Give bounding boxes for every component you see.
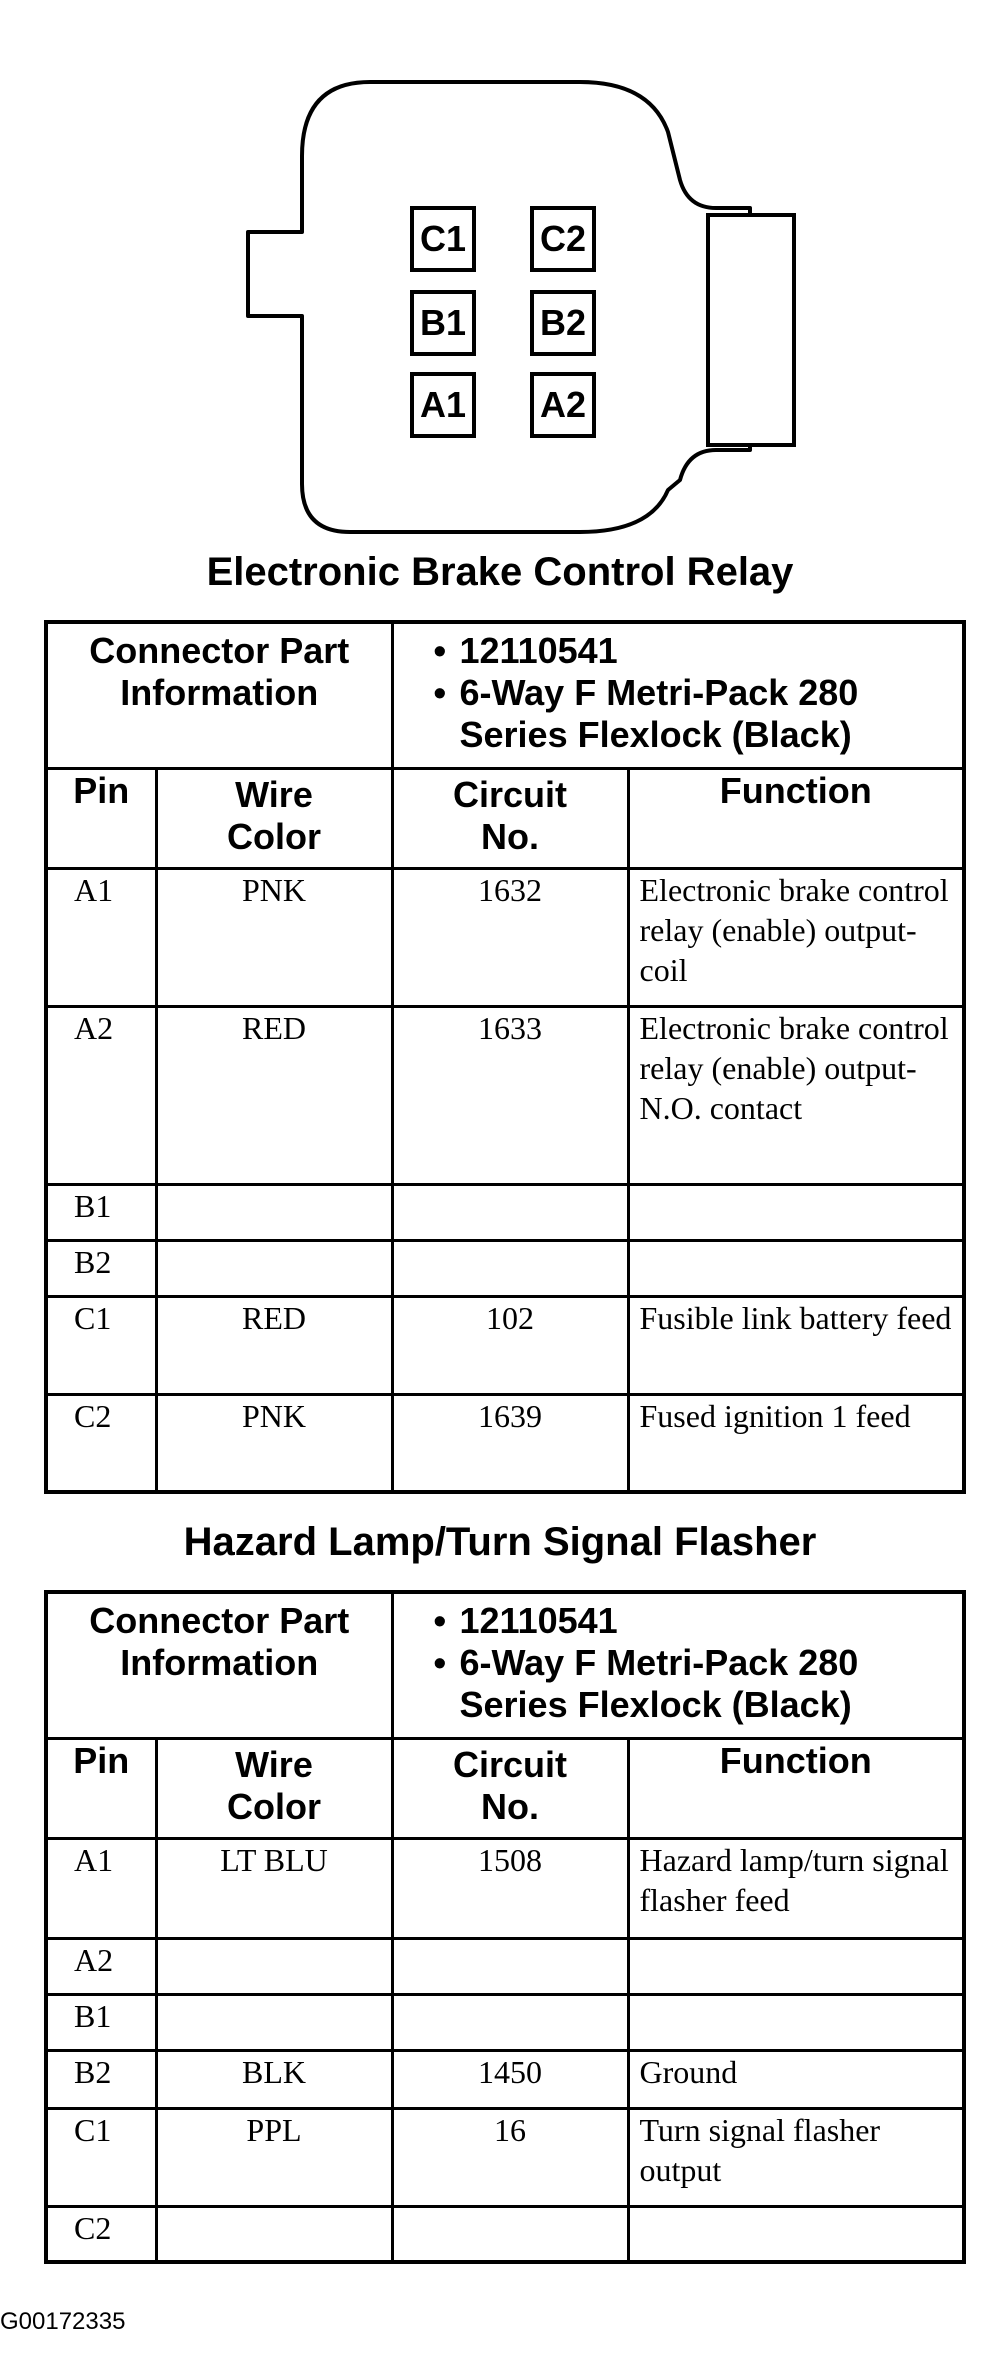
cell-circuit-no: 1639 (392, 1394, 628, 1492)
cell-wire-color: RED (156, 1296, 392, 1394)
cell-function (628, 1184, 964, 1240)
cell-circuit-no: 1450 (392, 2050, 628, 2108)
connector-info-details (392, 1592, 964, 1738)
connector-info-details (392, 622, 964, 768)
cell-circuit-no (392, 1240, 628, 1296)
header-function: Function (628, 1738, 964, 1838)
column-header-row (46, 768, 964, 868)
table-row (46, 2206, 964, 2262)
cell-function: Electronic brake control relay (enable) output-coil (628, 868, 964, 1006)
cell-pin: B2 (46, 2050, 156, 2108)
cell-pin: C2 (46, 2206, 156, 2262)
cell-function (628, 1938, 964, 1994)
cell-pin: C1 (46, 2108, 156, 2206)
connector-description: • 6-Way F Metri-Pack 280 Series Flexlock (Black) (434, 1642, 963, 1726)
cell-wire-color: PNK (156, 1394, 392, 1492)
connector-pin-b1: B1 (410, 290, 476, 356)
cell-pin: B2 (46, 1240, 156, 1296)
cell-pin: C1 (46, 1296, 156, 1394)
cell-wire-color (156, 1938, 392, 1994)
cell-wire-color: PPL (156, 2108, 392, 2206)
connector-face-diagram (230, 70, 810, 540)
cell-function (628, 2206, 964, 2262)
cell-pin: A1 (46, 868, 156, 1006)
table-row (46, 1838, 964, 1938)
cell-function: Turn signal flasher output (628, 2108, 964, 2206)
cell-function: Hazard lamp/turn signal flasher feed (628, 1838, 964, 1938)
connector-pin-c2: C2 (530, 206, 596, 272)
part-number: • 12110541 (434, 1600, 963, 1642)
cell-function: Electronic brake control relay (enable) output-N.O. contact (628, 1006, 964, 1184)
cell-pin: A1 (46, 1838, 156, 1938)
cell-pin: C2 (46, 1394, 156, 1492)
cell-circuit-no (392, 1938, 628, 1994)
connector-pin-a2: A2 (530, 372, 596, 438)
connector-pin-c1: C1 (410, 206, 476, 272)
table-row (46, 1938, 964, 1994)
header-wire-color: Wire Color (156, 1738, 392, 1838)
cell-circuit-no: 16 (392, 2108, 628, 2206)
cell-wire-color (156, 1184, 392, 1240)
cell-pin: B1 (46, 1994, 156, 2050)
table-row (46, 2050, 964, 2108)
table-row (46, 868, 964, 1006)
table-row (46, 1240, 964, 1296)
cell-circuit-no (392, 2206, 628, 2262)
connector-info-label: Connector Part Information (46, 622, 392, 768)
cell-function: Fusible link battery feed (628, 1296, 964, 1394)
table-row (46, 1006, 964, 1184)
cell-pin: B1 (46, 1184, 156, 1240)
section-title-brake-relay: Electronic Brake Control Relay (206, 550, 794, 594)
table-row (46, 2108, 964, 2206)
figure-id: G00172335 (0, 2308, 126, 2335)
cell-wire-color (156, 2206, 392, 2262)
cell-circuit-no: 1508 (392, 1838, 628, 1938)
header-pin: Pin (46, 768, 156, 868)
cell-wire-color: RED (156, 1006, 392, 1184)
cell-pin: A2 (46, 1006, 156, 1184)
part-number: • 12110541 (434, 630, 963, 672)
table-row (46, 1394, 964, 1492)
cell-wire-color: LT BLU (156, 1838, 392, 1938)
cell-circuit-no: 102 (392, 1296, 628, 1394)
cell-circuit-no (392, 1184, 628, 1240)
cell-pin: A2 (46, 1938, 156, 1994)
connector-pin-b2: B2 (530, 290, 596, 356)
connector-info-label: Connector Part Information (46, 1592, 392, 1738)
cell-wire-color: PNK (156, 868, 392, 1006)
header-pin: Pin (46, 1738, 156, 1838)
cell-function (628, 1994, 964, 2050)
table-row (46, 1296, 964, 1394)
cell-function (628, 1240, 964, 1296)
cell-circuit-no: 1633 (392, 1006, 628, 1184)
header-circuit-no: Circuit No. (392, 1738, 628, 1838)
connector-info-row (46, 622, 964, 768)
cell-function: Ground (628, 2050, 964, 2108)
table-row (46, 1184, 964, 1240)
connector-pin-a1: A1 (410, 372, 476, 438)
hazard-flasher-pin-table (44, 1590, 966, 2264)
connector-description: • 6-Way F Metri-Pack 280 Series Flexlock (Black) (434, 672, 963, 756)
section-title-hazard-flasher: Hazard Lamp/Turn Signal Flasher (183, 1520, 817, 1564)
connector-info-row (46, 1592, 964, 1738)
cell-wire-color (156, 1994, 392, 2050)
header-wire-color: Wire Color (156, 768, 392, 868)
connector-outline (230, 70, 810, 540)
header-function: Function (628, 768, 964, 868)
cell-function: Fused ignition 1 feed (628, 1394, 964, 1492)
header-circuit-no: Circuit No. (392, 768, 628, 868)
cell-circuit-no: 1632 (392, 868, 628, 1006)
table-row (46, 1994, 964, 2050)
cell-wire-color (156, 1240, 392, 1296)
column-header-row (46, 1738, 964, 1838)
cell-circuit-no (392, 1994, 628, 2050)
brake-relay-pin-table (44, 620, 966, 1494)
cell-wire-color: BLK (156, 2050, 392, 2108)
